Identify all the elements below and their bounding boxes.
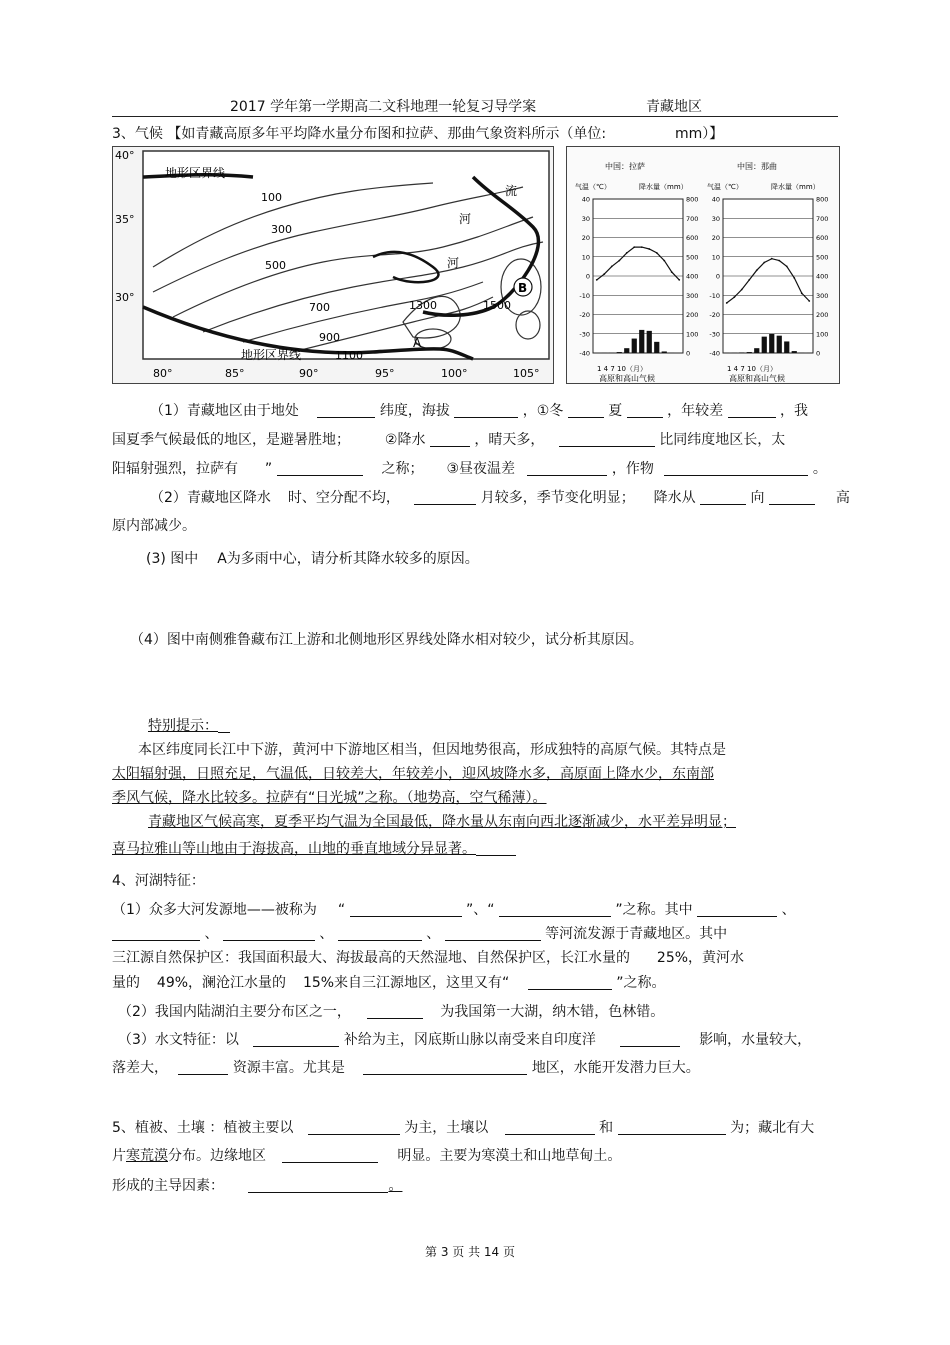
naqu-temp-point-10 (793, 277, 795, 279)
q2-blank-months[interactable] (414, 490, 476, 505)
lhasa-temp-tick-2: 20 (581, 234, 590, 242)
naqu-temp-point-2 (733, 296, 735, 298)
iso-label-100: 100 (261, 191, 282, 204)
lon-label-80: 80° (153, 367, 173, 380)
lhasa-precip-bar-4 (617, 352, 622, 353)
q1-l3a: 阳辐射强烈，拉萨有 (112, 461, 238, 477)
sec4-l4d: ”之称。 (616, 975, 666, 991)
lhasa-precip-bar-5 (624, 348, 629, 353)
precipitation-map (112, 146, 554, 384)
naqu-caption: 高原和高山气候 (729, 374, 785, 383)
sec5-blank-edge[interactable] (282, 1148, 378, 1163)
sec4-l2c: 、 (426, 926, 441, 942)
q1-l3e: ，作物 (611, 461, 654, 477)
lon-label-105: 105° (513, 367, 540, 380)
lhasa-temp-point-5 (626, 252, 628, 254)
climate-charts-svg (567, 147, 839, 383)
q1-blank-nickname[interactable] (277, 461, 363, 476)
naqu-precip-tick-5: 300 (816, 291, 829, 300)
lhasa-precip-bar-10 (662, 351, 667, 353)
lhasa-temp-point-11 (671, 271, 673, 273)
q1-l2d: 比同纬度地区长，太 (659, 432, 786, 448)
lon-label-100: 100° (441, 367, 468, 380)
naqu-precip-tick-4: 400 (816, 272, 829, 281)
lhasa-temp-label: 气温（℃） (575, 183, 611, 191)
q1-l2b: ②降水 (384, 432, 426, 448)
sec5-l2b: 寒荒漠 (126, 1148, 168, 1164)
sec4-l1b: “ (337, 902, 346, 918)
lhasa-precip-tick-0: 800 (686, 195, 699, 204)
sec5-l2d: 明显。主要为寒漠土和山地草甸土。 (397, 1148, 622, 1164)
lhasa-temp-tick-6: -20 (579, 311, 590, 319)
lhasa-precip-tick-6: 200 (686, 311, 699, 319)
q4-question: （4）图中南侧雅鲁藏布江上游和北侧地形区界线处降水相对较少，试分析其原因。 (130, 632, 643, 648)
sec4-l5b: 为我国第一大湖，纳木错，色林错。 (440, 1004, 665, 1020)
lhasa-precip-tick-7: 100 (686, 330, 699, 339)
lhasa-precip-tick-8: 0 (686, 349, 691, 358)
tip-p2b-rule (476, 841, 516, 856)
q1-l1f: ，我 (780, 403, 809, 419)
lhasa-title: 中国：拉萨 (605, 162, 645, 171)
naqu-temp-point-4 (748, 279, 750, 281)
q2-line1 (150, 487, 850, 507)
q1-l3f: 。 (812, 461, 827, 477)
q1-l3b: ” (264, 461, 273, 477)
naqu-precip-bar-4 (747, 352, 752, 353)
sec4-blank-river3[interactable] (223, 926, 315, 941)
lhasa-temp-tick-5: -10 (579, 291, 590, 300)
naqu-precip-bar-6 (762, 337, 767, 353)
naqu-precip-label: 降水量（mm） (771, 183, 820, 191)
iso-label-900: 900 (319, 331, 340, 344)
lhasa-precip-bar-9 (654, 342, 659, 353)
lhasa-temp-tick-7: -30 (579, 330, 590, 339)
lhasa-temp-tick-4: 0 (585, 272, 590, 281)
q1-l1b: 纬度，海拔 (379, 403, 450, 419)
sec5-line1 (112, 1117, 814, 1137)
lhasa-chart (579, 196, 698, 358)
boundary-label-top: 地形区界线 (165, 166, 226, 180)
page-number: 第 3 页 共 14 页 (425, 1245, 515, 1259)
naqu-precip-tick-2: 600 (816, 234, 829, 242)
tip-p1a-text: 本区纬度同长江中下游，黄河中下游地区相当，但因地势很高，形成独特的高原气候。其特点是 (138, 742, 726, 758)
q1-line1 (150, 400, 808, 420)
naqu-chart (709, 196, 828, 358)
tip-p1a (138, 739, 726, 759)
lat-label-30: 30° (115, 291, 135, 304)
naqu-temp-tick-8: -40 (709, 349, 720, 358)
q1-line2 (112, 429, 785, 449)
sec4-blank-nickname1[interactable] (350, 902, 462, 917)
sec5-l3b: 。 (388, 1178, 403, 1194)
q1-blank-diurnal[interactable] (527, 461, 607, 476)
q1-l2c: ，晴天多， (474, 432, 545, 448)
section3-heading (112, 123, 723, 143)
sec4-l3: 三江源自然保护区：我国面积最大、海拔最高的天然湿地、自然保护区，长江水量的 (112, 950, 630, 966)
sec4-blank-monsoon[interactable] (620, 1032, 680, 1047)
lhasa-temp-point-10 (663, 260, 665, 262)
sec5-l1d: 为；藏北有大 (730, 1120, 815, 1136)
q1-blank-winter[interactable] (568, 403, 604, 418)
sec4-l4b: 49%，澜沧江水量的 (156, 975, 287, 991)
sec5-blank-vegetation[interactable] (308, 1120, 400, 1135)
sec4-blank-river2[interactable] (112, 926, 200, 941)
q3-text: (3) 图中 (146, 551, 199, 567)
lhasa-precip-label: 降水量（mm） (639, 183, 688, 191)
naqu-precip-bar-9 (784, 341, 789, 353)
q2-l1e: 向 (750, 490, 765, 506)
naqu-temp-point-3 (741, 289, 743, 291)
sec5-l3a: 形成的主导因素： (112, 1178, 224, 1194)
river-label-3: 河 (447, 256, 460, 270)
sec4-line6 (118, 1029, 811, 1049)
naqu-precip-tick-6: 200 (816, 311, 829, 319)
sec5-l1b: 为主，土壤以 (404, 1120, 489, 1136)
lhasa-temp-point-8 (648, 248, 650, 250)
sec5-blank-factor[interactable] (248, 1178, 388, 1193)
sec4-blank-resource[interactable] (178, 1060, 228, 1075)
naqu-precip-bar-10 (792, 351, 797, 353)
lhasa-month-ticks: 1 4 7 10（月） (597, 365, 647, 373)
lhasa-temp-point-4 (618, 260, 620, 262)
naqu-precip-tick-0: 800 (816, 195, 829, 204)
section4-heading: 4、河湖特征： (112, 873, 205, 889)
naqu-title: 中国：那曲 (737, 162, 777, 171)
sec5-l1c: 和 (599, 1120, 614, 1136)
sec4-line2 (112, 923, 727, 943)
q1-l1c: ，①冬 (522, 403, 564, 419)
sec4-l6a: （3）水文特征：以 (118, 1032, 239, 1048)
naqu-temp-point-11 (801, 292, 803, 294)
sec4-line1 (112, 899, 796, 919)
sec5-l2c: 分布。边缘地区 (168, 1148, 266, 1164)
lhasa-precip-bar-6 (632, 339, 637, 353)
tip-p2a: 青藏地区气候高寒，夏季平均气温为全国最低，降水量从东南向西北逐渐减少，水平差异明显； (148, 814, 736, 830)
section3-unit: mm）】 (674, 126, 724, 142)
sec4-blank-region[interactable] (363, 1060, 527, 1075)
lhasa-precip-tick-2: 600 (686, 234, 699, 242)
sec4-blank-largest-lake[interactable] (367, 1004, 423, 1019)
q1-l3d: ③昼夜温差 (446, 461, 515, 477)
sec5-line3 (112, 1175, 402, 1195)
naqu-precip-tick-7: 100 (816, 330, 829, 339)
naqu-month-ticks: 1 4 7 10（月） (727, 365, 777, 373)
lhasa-temp-point-9 (656, 252, 658, 254)
naqu-temp-point-12 (808, 300, 810, 302)
river-label-1: 流 (505, 184, 518, 198)
doc-title: 2017 学年第一学期高二文科地理一轮复习导学案 (230, 99, 537, 115)
sec5-l1a: 5、植被、土壤 ：植被主要以 (112, 1120, 294, 1136)
sec4-l7c: 地区，水能开发潜力巨大。 (531, 1060, 700, 1076)
lon-label-95: 95° (375, 367, 395, 380)
naqu-precip-tick-8: 0 (816, 349, 821, 358)
sec4-l4c: 15%来自三江源地区，这里又有“ (302, 975, 510, 991)
q1-blank-sunshine[interactable] (559, 432, 655, 447)
tip-p1c: 季风气候，降水比较多。拉萨有“日光城”之称。（地势高，空气稀薄）。 (112, 790, 547, 806)
naqu-temp-tick-2: 20 (711, 234, 720, 242)
naqu-temp-point-1 (726, 302, 728, 304)
q3-question (146, 548, 479, 568)
point-a-label: A (413, 336, 422, 350)
q2-l1a: （2）青藏地区降水 (150, 490, 271, 506)
lhasa-precip-bar-8 (647, 331, 652, 353)
sec4-l1c: ”、“ (466, 902, 495, 918)
lhasa-temp-point-6 (633, 246, 635, 248)
tip-title-text: 特别提示： (148, 718, 218, 734)
q2-l1d: 降水从 (653, 490, 696, 506)
section3-heading-text: 3、气候 【如青藏高原多年平均降水量分布图和拉萨、那曲气象资料所示（单位: (112, 126, 607, 142)
boundary-label-bottom: 地形区界线 (241, 348, 302, 362)
lhasa-temp-point-2 (603, 273, 605, 275)
sec4-blank-river1[interactable] (697, 902, 777, 917)
naqu-temp-point-5 (756, 269, 758, 271)
sec4-l7b: 资源丰富。尤其是 (232, 1060, 345, 1076)
sec4-l1e: 、 (781, 902, 796, 918)
q1-line3 (112, 458, 827, 478)
lhasa-temp-tick-0: 40 (581, 195, 590, 204)
sec4-l4a: 量的 (112, 975, 140, 991)
naqu-temp-tick-0: 40 (711, 195, 720, 204)
sec5-blank-soil2[interactable] (618, 1120, 726, 1135)
iso-label-700: 700 (309, 301, 330, 314)
sec5-l2a: 片 (112, 1148, 126, 1164)
q2-l1c: 月较多，季节变化明显； (480, 490, 635, 506)
iso-label-500: 500 (265, 259, 286, 272)
tip-p2b-text: 喜马拉雅山等山地由于海拔高，山地的垂直地域分异显著。 (112, 841, 476, 857)
sec4-blank-river4[interactable] (338, 926, 422, 941)
sec4-l2a: 、 (204, 926, 219, 942)
lhasa-temp-point-1 (596, 279, 598, 281)
q1-blank-summer[interactable] (627, 403, 663, 418)
naqu-precip-bar-5 (754, 348, 759, 353)
q1-l1a: （1）青藏地区由于地处 (150, 403, 299, 419)
sec4-l6b: 补给为主，冈底斯山脉以南受来自印度洋 (343, 1032, 596, 1048)
climate-charts (566, 146, 840, 384)
sec4-l7a: 落差大， (112, 1060, 168, 1076)
iso-label-300: 300 (271, 223, 292, 236)
lhasa-precip-tick-5: 300 (686, 291, 699, 300)
doc-region: 青藏地区 (646, 99, 702, 115)
sec4-l3b: 25%，黄河水 (656, 950, 745, 966)
sec4-blank-nickname2[interactable] (499, 902, 611, 917)
sec4-l2d: 等河流发源于青藏地区。其中 (545, 926, 728, 942)
sec4-line5 (118, 1001, 664, 1021)
lhasa-temp-tick-8: -40 (579, 349, 590, 358)
iso-label-1300: 1300 (409, 299, 437, 312)
lat-label-40: 40° (115, 149, 135, 162)
naqu-temp-tick-1: 30 (711, 214, 720, 223)
naqu-precip-tick-1: 700 (816, 214, 829, 223)
q1-blank-altitude[interactable] (454, 403, 518, 418)
naqu-temp-tick-3: 10 (711, 253, 720, 262)
q1-l1e: ，年较差 (667, 403, 724, 419)
river-label-2: 河 (459, 212, 472, 226)
naqu-temp-point-6 (763, 262, 765, 264)
tip-p1b: 太阳辐射强，日照充足，气温低，日较差大，年较差小，迎风坡降水多，高原面上降水少，东南部 (112, 766, 714, 782)
lhasa-temp-point-7 (641, 246, 643, 248)
q2-blank-from[interactable] (700, 490, 746, 505)
naqu-temp-label: 气温（℃） (707, 183, 743, 191)
sec4-l5a: （2）我国内陆湖泊主要分布区之一， (118, 1004, 351, 1020)
lhasa-temp-point-12 (678, 279, 680, 281)
q2-l1b: 时、空分配不均， (287, 490, 400, 506)
sec4-l1a: （1）众多大河发源地——被称为 (112, 902, 317, 918)
q2-line2: 原内部减少。 (112, 518, 196, 534)
sec4-l1d: ”之称。其中 (615, 902, 693, 918)
sec5-blank-soil1[interactable] (505, 1120, 595, 1135)
lat-label-35: 35° (115, 213, 135, 226)
naqu-precip-tick-3: 500 (816, 253, 829, 262)
naqu-temp-tick-4: 0 (715, 272, 720, 281)
q1-blank-crops[interactable] (664, 461, 808, 476)
lhasa-temp-tick-1: 30 (581, 214, 590, 223)
lhasa-temp-tick-3: 10 (581, 253, 590, 262)
tip-p2b (112, 838, 516, 858)
sec4-l6c: 影响，水量较大， (699, 1032, 812, 1048)
lhasa-precip-bar-7 (639, 330, 644, 353)
naqu-temp-tick-7: -30 (709, 330, 720, 339)
sec4-blank-river5[interactable] (445, 926, 541, 941)
sec4-line3 (112, 947, 744, 967)
iso-label-1100: 1100 (335, 349, 363, 362)
naqu-temp-tick-6: -20 (709, 311, 720, 319)
naqu-temp-point-8 (778, 260, 780, 262)
sec4-line4 (112, 972, 665, 992)
q2-blank-to[interactable] (769, 490, 815, 505)
naqu-precip-bar-3 (739, 352, 744, 353)
sec4-l2b: 、 (319, 926, 334, 942)
lhasa-temp-point-3 (611, 265, 613, 267)
point-b-label: B (518, 281, 528, 295)
sec4-blank-recharge[interactable] (253, 1032, 339, 1047)
sec4-line7 (112, 1057, 700, 1077)
q1-l3c: 之称； (381, 461, 424, 477)
lon-label-90: 90° (299, 367, 319, 380)
q1-l1d: 夏 (608, 403, 623, 419)
naqu-temp-tick-5: -10 (709, 291, 720, 300)
lon-label-85: 85° (225, 367, 245, 380)
naqu-precip-bar-7 (769, 334, 774, 353)
header-rule (112, 116, 838, 117)
lhasa-precip-tick-1: 700 (686, 214, 699, 223)
lhasa-precip-tick-4: 400 (686, 272, 699, 281)
sec5-line2 (112, 1145, 621, 1165)
lhasa-caption: 高原和高山气候 (599, 374, 655, 383)
q3-text2: A为多雨中心，请分析其降水较多的原因。 (217, 551, 479, 567)
tip-title (148, 715, 230, 735)
lhasa-precip-tick-3: 500 (686, 253, 699, 262)
iso-label-1500: 1500 (483, 299, 511, 312)
naqu-temp-point-9 (786, 265, 788, 267)
q2-l1f: 高 (835, 490, 850, 506)
q1-l2a: 国夏季气候最低的地区，是避暑胜地； (112, 432, 350, 448)
precipitation-map-svg (113, 147, 553, 383)
q1-blank-precip[interactable] (430, 432, 470, 447)
naqu-temp-point-7 (771, 258, 773, 260)
tip-title-rule (218, 718, 230, 733)
q1-blank-range[interactable] (728, 403, 776, 418)
naqu-precip-bar-8 (777, 336, 782, 353)
sec4-blank-water-tower[interactable] (528, 975, 612, 990)
q1-blank-latitude[interactable] (317, 403, 375, 418)
